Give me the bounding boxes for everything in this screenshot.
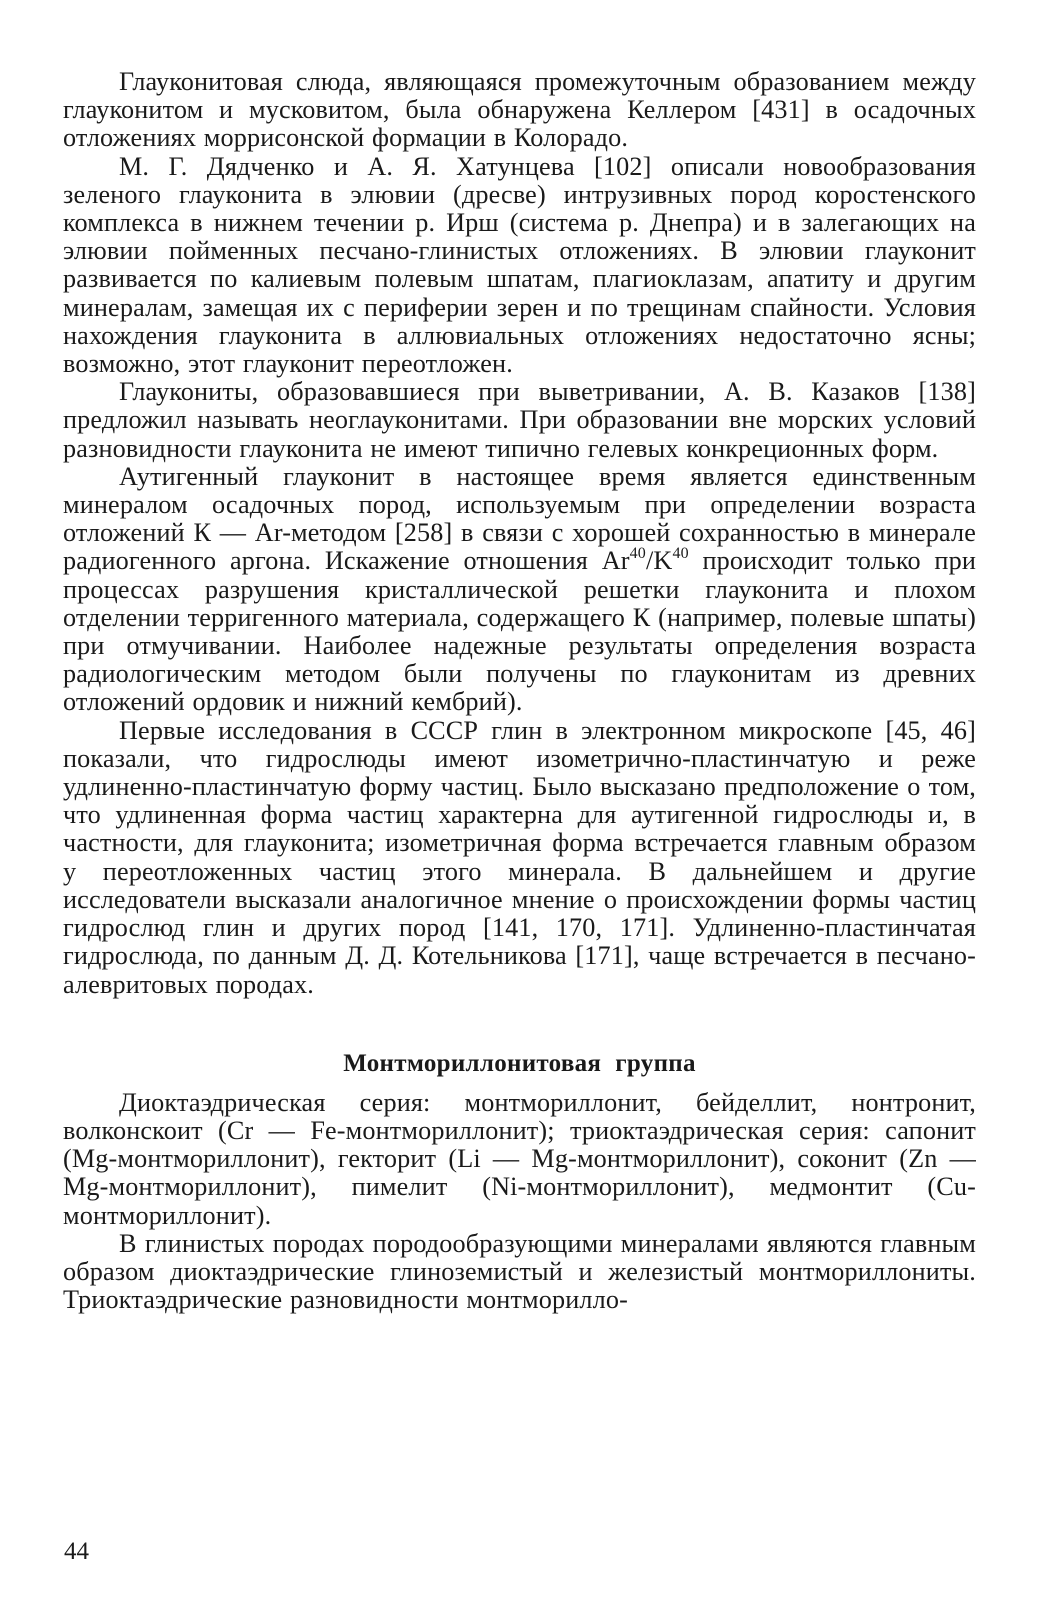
paragraph-dyadchenko: М. Г. Дядченко и А. Я. Хатунцева [102] описали новообразования зеленого глауконита в элювии (дресве) интрузивных пород коростенского комплекса в нижнем течении р. Ирш (система р. Днепра) и в залегающих на элювии пойменных песчано-глинистых отложениях. В элювии глауконит развивается по калиевым полевым шпатам, плагиоклазам, апатиту и другим минералам, замещая их с периферии зерен и по трещинам спайности. Условия нахождения глауконита в аллювиальных отложениях недостаточно ясны; возможно, этот глауконит переотложен. [63, 151, 976, 379]
text-run: Аутигенный глауконит в настоящее время является единственным минералом осадочных пород, используемым при определении возраста отложений К — Ar-методом [258] в связи с хорошей сохранностью в минерале радиогенного аргона. Искажение отношения Ar [63, 461, 976, 576]
text-run: /K [645, 546, 673, 576]
paragraph-series: Диоктаэдрическая серия: монтмориллонит, бейделлит, нонтронит, волконскоит (Cr — Fe-монтмориллонит); триоктаэдрическая серия: сапонит (Mg-монтмориллонит), гекторит (Li — Mg-монтмориллонит), соконит (Zn — Mg-монтмориллонит), пимелит (Ni-монтмориллонит), медмонтит (Cu-монтмориллонит). [63, 1087, 976, 1230]
text-run: происходит только при процессах разрушения кристаллической решетки глауконита и плохом отделении терригенного материала, содержащего К (например, полевые шпаты) при отмучивании. Наиболее надежные результаты определения возраста радиологическим методом были получены по глауконитам из древних отложений ордовик и нижний кембрий). [63, 546, 976, 717]
page-body [63, 68, 976, 1314]
heading-word: Монтмориллонитовая [343, 1049, 602, 1077]
section-heading [63, 1049, 976, 1079]
paragraph-glauconite-mica: Глауконитовая слюда, являющаяся промежуточным образованием между глауконитом и мусковитом, была обнаружена Келлером [431] в осадочных отложениях моррисонской формации в Колорадо. [63, 67, 976, 153]
heading-word: группа [615, 1049, 696, 1077]
paragraph-neoglauconite: Глаукониты, образовавшиеся при выветривании, А. В. Казаков [138] предложил называть неоглауконитами. При образовании вне морских условий разновидности глауконита не имеют типично гелевых конкреционных форм. [63, 377, 976, 463]
paragraph-electron-microscope: Первые исследования в СССР глин в электронном микроскопе [45, 46] показали, что гидрослюды имеют изометрично-пластинчатую и реже удлиненно-пластинчатую форму частиц. Было высказано предположение о том, что удлиненная форма частиц характерна для аутигенной гидрослюды и, в частности, для глауконита; изометричная форма встречается главным образом у переотложенных частиц этого минерала. В дальнейшем и другие исследователи высказали аналогичное мнение о происхождении формы частиц гидрослюд глин и других пород [141, 170, 171]. Удлиненно-пластинчатая гидрослюда, по данным Д. Д. Котельникова [171], чаще встречается в песчано-алевритовых породах. [63, 715, 976, 999]
superscript-k: 40 [672, 544, 689, 562]
page-number: 44 [64, 1538, 89, 1565]
paragraph-authigenic-glauconite [63, 463, 976, 717]
paragraph-rock-forming: В глинистых породах породообразующими минералами являются главным образом диоктаэдрические глиноземистый и железистый монтмориллониты. Триоктаэдрические разновидности монтморилло- [63, 1228, 976, 1315]
superscript-ar: 40 [629, 544, 646, 562]
